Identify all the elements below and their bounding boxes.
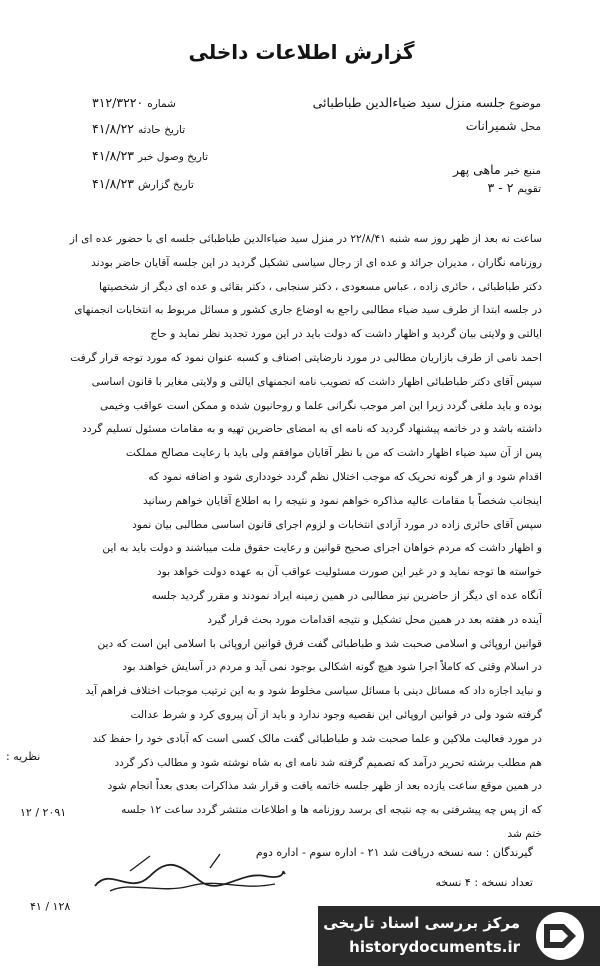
grade-label: تقویم	[517, 183, 541, 195]
body-line: دکتر طباطبائی ، حائری زاده ، عباس مسعودی ، دکتر سنجابی ، دکتر بقائی و عده ای دیگر از شخصیتها	[99, 280, 542, 293]
number-label: شماره	[147, 98, 176, 110]
body-line: سپس آقای حائری زاده در مورد آزادی انتخابات و لزوم اجرای قانون اساسی مطالبی بیان نمود	[132, 518, 542, 531]
body-line: آینده در هفته بعد در همین محل تشکیل و نتیجه اقدامات مورد بحث قرار گیرد	[207, 613, 542, 626]
body-line: در مورد فعالیت ملاکین و علما صحبت شد و طباطبائی گفت مالک کسی است که آبادی خود را حفظ کند	[92, 732, 542, 745]
archive-watermark	[318, 906, 600, 966]
margin-note: نظریه :	[6, 750, 41, 763]
report-date-value: ۴۱/۸/۲۳	[92, 176, 134, 191]
body-line: در همین موقع ساعت یازده بعد از ظهر جلسه خاتمه یافت و قرار شد مذاکرات بعدی بعداً انجام شود	[107, 780, 542, 793]
source-value: ماهی پهر	[453, 162, 501, 177]
body-line: و اظهار داشت که مردم خواهان اجرای صحیح قوانین و رعایت حقوق ملت میباشند و دولت باید به این	[102, 542, 542, 555]
subject-row	[313, 95, 541, 110]
body-line: گرفته شود ولی در قوانین اروپائی این نقصیه وجود ندارد و باید از آن پیروی کرد و شرط عدالت	[130, 708, 542, 721]
distribution-row	[256, 846, 533, 859]
watermark-url: historydocuments.ir	[349, 938, 520, 956]
body-line: ختم شد	[507, 827, 542, 840]
body-line: بوده و باید ملغی گردد زیرا این امر موجب نگرانی علما و روحانیون شده و ممکن است عواقب وخیمی	[99, 399, 542, 412]
grade-value: ۲ - ۳	[487, 180, 514, 195]
place-label: محل	[520, 121, 541, 133]
body-line: ایالتی و ولایتی بیان گردید و اظهار داشت که دولت باید در این مورد تجدید نظر نماید و حاج	[150, 328, 542, 341]
subject-value: جلسه منزل سید ضیاءالدین طباطبائی	[312, 95, 506, 110]
archive-logo-icon	[534, 910, 586, 962]
body-line: ساعت نه بعد از ظهر روز سه شنبه ۲۲/۸/۴۱ در منزل سید ضیاءالدین طباطبائی جلسه ای با حضور عده ای از	[69, 233, 542, 245]
body-line: سپس آقای دکتر طباطبائی اظهار داشت که تصویب نامه انجمنهای ایالتی و ولایتی مغایر با قانون اساسی	[91, 375, 542, 388]
report-body	[62, 228, 542, 847]
place-row	[466, 118, 541, 133]
number-value: ۳۱۲/۳۲۲۰	[92, 95, 144, 110]
document-title: گزارش اطلاعات داخلی	[188, 40, 415, 64]
received-date-row	[92, 148, 208, 163]
event-date-value: ۴۱/۸/۲۲	[92, 121, 134, 136]
event-date-label: تاریخ حادثه	[137, 124, 186, 136]
place-value: شمیرانات	[465, 118, 517, 133]
copies-row	[436, 876, 533, 889]
distribution-value: سه نسخه دریافت شد ۲۱ - اداره سوم - اداره دوم	[255, 846, 483, 859]
body-line: پس از آن سید ضیاء اظهار داشت که من با نظر آقایان موافقم ولی باید با رعایت مصالح مملکت	[125, 447, 542, 460]
copies-value: ۴ نسخه	[435, 876, 471, 889]
watermark-title: مرکز بررسی اسناد تاریخی	[323, 914, 520, 932]
body-line: و نباید اجازه داد که مسائل دینی با مسائل سیاسی مخلوط شود و به این ترتیب موجبات اختلاف فراهم آید	[85, 685, 542, 698]
source-row	[453, 162, 541, 177]
bottom-reference: ۱۲۸ / ۴۱	[30, 900, 71, 913]
body-line: احمد نامی از طرف بازاریان مطالبی در مورد نارضایتی اصناف و کسبه عنوان نمود که مورد توجه قرار گرفت	[70, 351, 542, 364]
side-reference: ۲۰۹۱ / ۱۲	[20, 806, 67, 819]
distribution-label: گیرندگان :	[485, 846, 533, 859]
body-line: در جلسه ابتدا از طرف سید ضیاء مطالبی راجع به اوضاع جاری کشور و مسائل مربوط به انتخابات انجمنهای	[74, 304, 542, 317]
subject-label: موضوع	[509, 98, 541, 110]
copies-label: تعداد نسخه :	[474, 876, 533, 889]
body-line: که از پس چه پیشرفتی به چه نتیجه ای برسد روزنامه ها و اطلاعات منتشر گردد ساعت ۱۲ جلسه	[121, 804, 542, 817]
handwritten-signature	[90, 846, 290, 906]
body-line: اقدام شود و از هر گونه تحریک که موجب اختلال نظم گردد خودداری شود و اضافه نمود که	[148, 470, 542, 483]
body-line: در اسلام وقتی که کاملاً اجرا شود هیچ گونه اشکالی بوجود نمی آید و مردم در آسایش خواهند بود	[122, 661, 542, 674]
event-date-row	[92, 121, 185, 136]
body-line: هم مطلب برشته تحریر درآمد که تصمیم گرفته شد نامه ای به شاه نوشته شود و مطالب ذکر گردد	[114, 756, 542, 769]
body-line: آنگاه عده ای دیگر از حاضرین نیز مطالبی در همین زمینه ایراد نمودند و مقرر گردید جلسه	[151, 589, 542, 602]
number-row	[92, 95, 176, 110]
body-line: اینجانب شخصاً با مقامات عالیه مذاکره خواهم نمود و نتیجه را به اطلاع آقایان خواهم رسانید	[143, 494, 542, 507]
report-date-row	[92, 176, 194, 191]
body-line: خواسته ها توجه نماید و در غیر این صورت مسئولیت عواقب آن به عهده دولت خواهد بود	[156, 566, 542, 579]
body-line: قوانین اروپائی و اسلامی صحبت شد و طباطبائی گفت فرق قوانین اروپائی با اسلامی این است که دین	[97, 637, 542, 650]
body-line: داشته باشد و در خاتمه پیشنهاد گردید که نامه ای به امضای حاضرین تهیه و به مقامات مسئول تسلیم گردد	[82, 423, 542, 436]
received-date-value: ۴۱/۸/۲۳	[92, 148, 134, 163]
received-date-label: تاریخ وصول خبر	[137, 151, 209, 163]
grade-row	[488, 180, 541, 195]
report-date-label: تاریخ گزارش	[137, 179, 194, 191]
body-line: روزنامه نگاران ، مدیران جرائد و عده ای از رجال سیاسی تشکیل گردید در این جلسه آقایان حاضر بودند	[91, 256, 542, 269]
source-label: منبع خبر	[504, 165, 541, 177]
